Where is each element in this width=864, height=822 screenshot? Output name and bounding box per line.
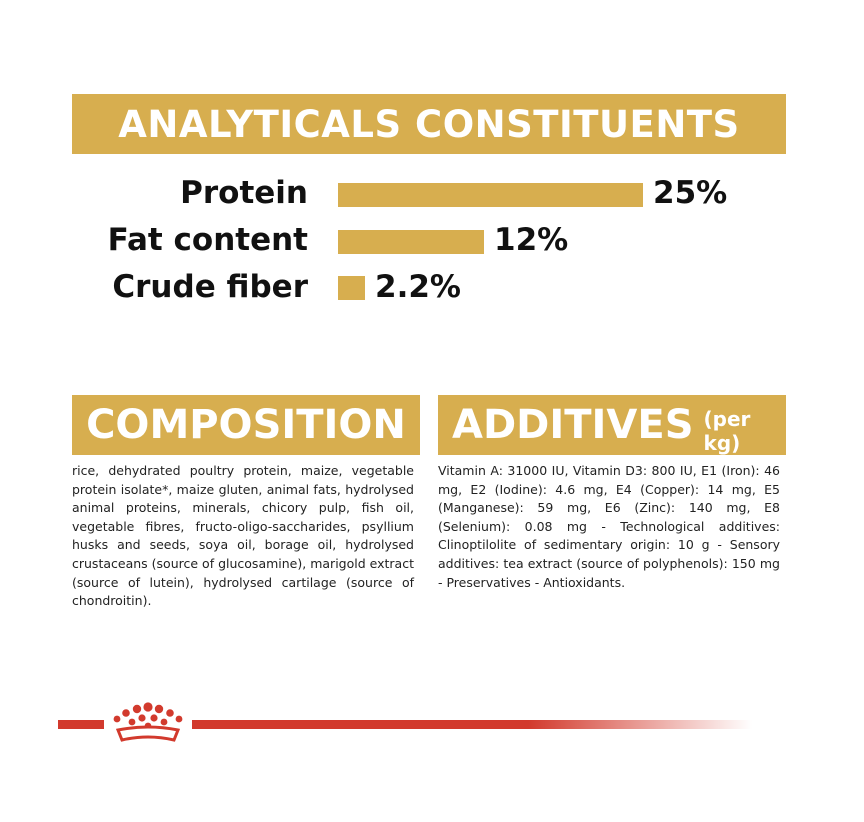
analytics-banner (72, 94, 786, 154)
fat-content-bar (338, 230, 484, 254)
crude-fiber-bar (338, 276, 365, 300)
fat-content-label: Fat content (107, 222, 308, 258)
fat-content-value: 12% (494, 222, 569, 258)
protein-label: Protein (180, 175, 308, 211)
footer-stripe-right (192, 720, 752, 729)
analytics-title: ANALYTICALS CONSTITUENTS (118, 102, 740, 146)
additives-subtitle: (per kg) (703, 407, 751, 455)
protein-value: 25% (653, 175, 728, 211)
additives-banner (438, 395, 786, 455)
crude-fiber-label: Crude fiber (112, 269, 308, 305)
composition-banner (72, 395, 420, 455)
crown-icon (108, 700, 188, 746)
additives-title: ADDITIVES (452, 402, 694, 448)
composition-text: rice, dehydrated poultry protein, maize, vegetable protein isolate*, maize gluten, animal fats, hydrolysed animal proteins, minerals, chicory pulp, fish oil, vegetable fibres, fructo-oligo-saccharides, psyllium husks and seeds, soya oil, borage oil, hydrolysed crustaceans (source of glucosamine), marigold extract (source of lutein), hydrolysed cartilage (source of chondroitin). (72, 463, 414, 609)
composition-title: COMPOSITION (86, 402, 406, 448)
footer-stripe-left (58, 720, 104, 729)
protein-bar (338, 183, 643, 207)
crude-fiber-value: 2.2% (375, 269, 461, 305)
additives-text: Vitamin A: 31000 IU, Vitamin D3: 800 IU, E1 (Iron): 46 mg, E2 (Iodine): 4.6 mg, E4 (Copper): 14 mg, E5 (Manganese): 59 mg, E6 (Zinc): 140 mg, E8 (Selenium): 0.08 mg - Technological additives: Clinoptilolite of sedimentary origin: 10 g - Sensory additives: tea extract (source of polyphenols): 150 mg - Preservatives - Antioxidants. (438, 463, 780, 590)
